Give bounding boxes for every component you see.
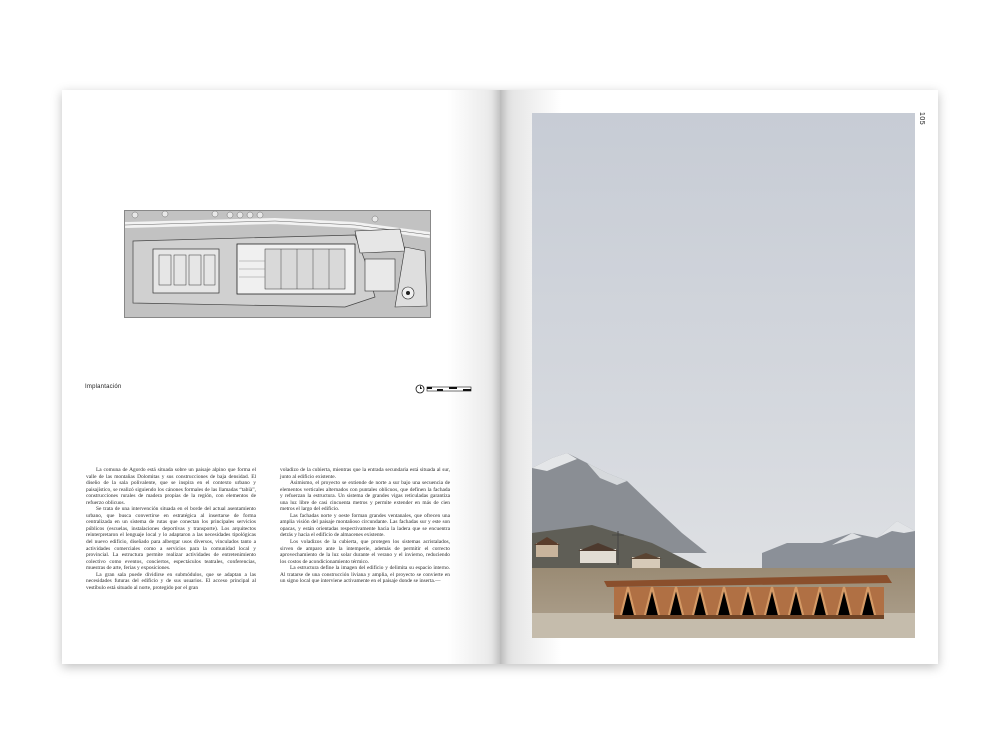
north-arrow-scale-bar [415, 382, 473, 394]
building-photograph [532, 113, 915, 638]
paragraph: Los voladizos de la cubierta, que protegen los sistemas acristalados, sirven de amparo ante la intemperie, además de permitir el correcto aprovechamiento de la luz solar durante el verano y el invierno, reduciendo los costos de acondicionamiento térmico. [280, 539, 450, 565]
site-plan-caption: Implantación [85, 384, 122, 390]
page-number: 105 [918, 112, 925, 126]
text-column-2 [280, 467, 450, 585]
text-column-1 [86, 467, 256, 591]
site-plan-drawing [124, 210, 431, 318]
left-page [62, 90, 500, 664]
paragraph: Las fachadas norte y oeste forman grandes ventanales, que ofrecen una amplia visión del paisaje montañoso circundante. Las fachadas sur y este son opacas, y están orientadas respectivamente hacia la ladera que se encuentra detrás y hacia el edificio de almacenes existente. [280, 512, 450, 539]
paragraph: La comuna de Agordo está situada sobre un paisaje alpino que forma el valle de las montañas Dolomitas y sus construcciones de baja densidad. El diseño de la sala polivalente, que se inspira en el contexto urbano y paisajístico, se realizó siguiendo los cánones formales de las llamadas “tabià”, construcciones rurales de madera propias de la región, con elementos de refuerzo oblicuos. [86, 467, 256, 506]
paragraph: Se trata de una intervención situada en el borde del actual asentamiento urbano, que busca convertirse en estratégica al insertarse de forma centralizada en un sistema de rutas que conectan los principales servicios públicos (escuelas, instalaciones deportivas y transporte). Los arquitectos reinterpretaron el lenguaje local y lo adaptaron a las necesidades tipológicas del nuevo edificio, diseñado para albergar usos diversos, vinculados tanto a actividades comerciales como a servicios para la comunidad local y provincial. La estructura permite realizar actividades de entretenimiento colectivo como eventos, conciertos, espectáculos teatrales, conferencias, muestras de arte, ferias y exposiciones. [86, 506, 256, 572]
spine-shadow [492, 90, 508, 664]
paragraph: voladizo de la cubierta, mientras que la entrada secundaria está situada al sur, junto al edificio existente. [280, 467, 450, 480]
right-page [500, 90, 938, 664]
magazine-spread [62, 90, 938, 664]
paragraph: La gran sala puede dividirse en submódulos, que se adaptan a las necesidades futuras del edificio y de sus usuarios. El acceso principal al vestíbulo está situado al norte, protegido por el gran [86, 571, 256, 591]
paragraph: La estructura define la imagen del edificio y delimita su espacio interno. Al tratarse de una construcción liviana y amplia, el proyecto se convierte en un signo local que interviene activamente en el paisaje donde se inserta.— [280, 565, 450, 585]
paragraph: Asimismo, el proyecto se extiende de norte a sur bajo una secuencia de elementos verticales alternados con puntales oblicuos, que definen la fachada y refuerzan la estructura. Un sistema de grandes vigas reticuladas garantiza una luz libre de casi cincuenta metros y permite extender en más de cien metros el largo del edificio. [280, 480, 450, 513]
